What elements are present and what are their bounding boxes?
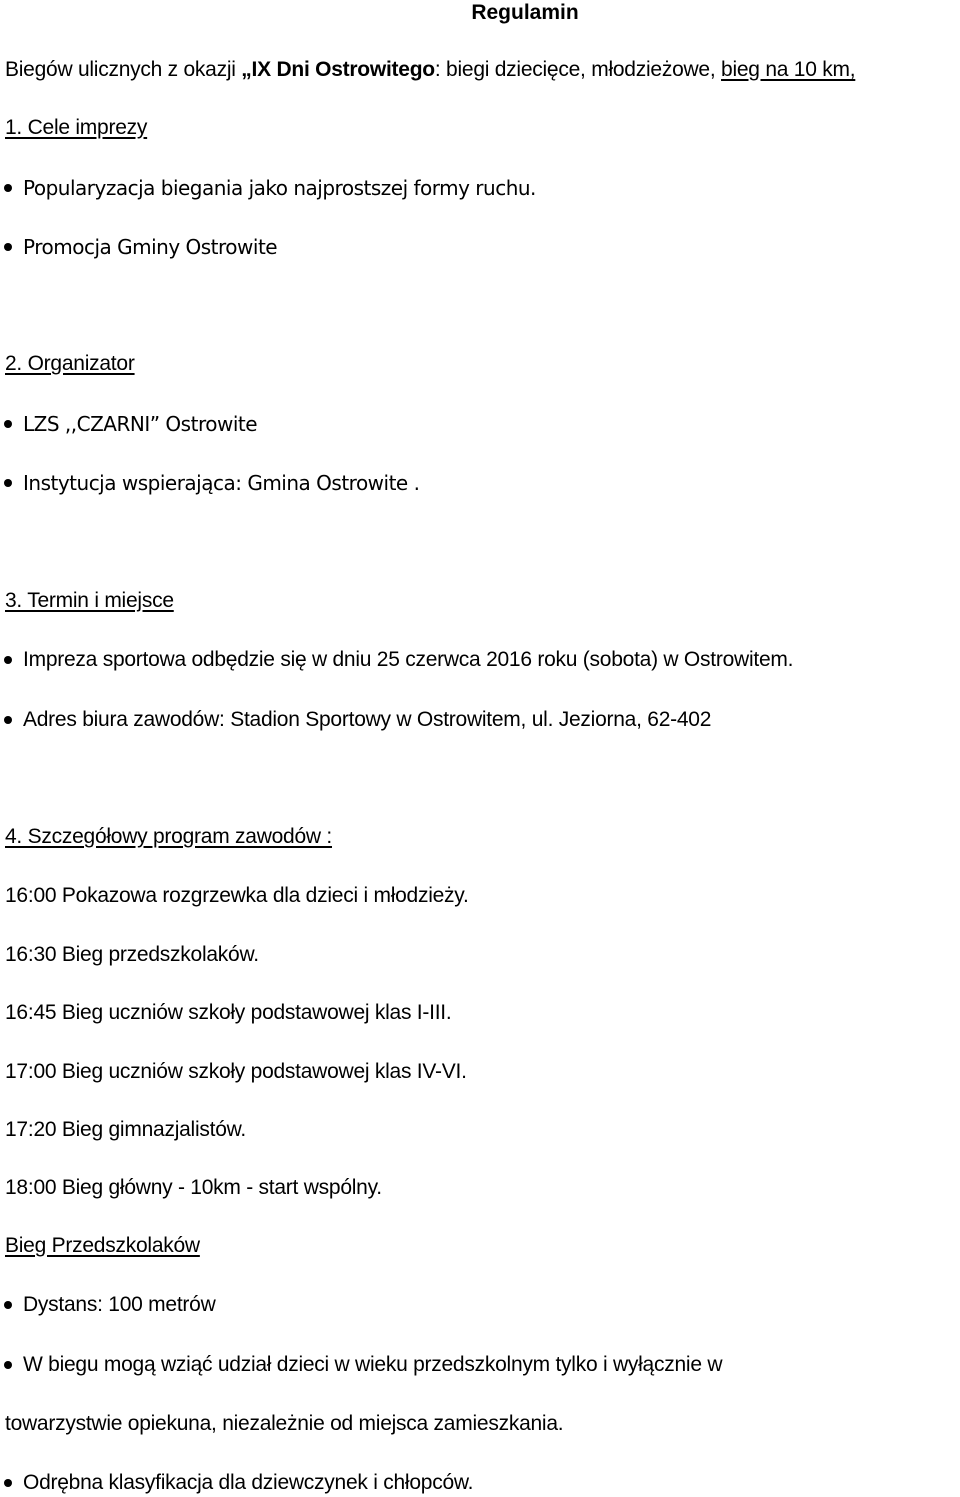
preschool-item-2-continuation: towarzystwie opiekuna, niezależnie od miejsca zamieszkania. <box>5 1412 564 1435</box>
section-2-item-1: LZS ,,CZARNI” Ostrowite <box>23 412 258 436</box>
bullet-icon <box>4 243 12 251</box>
schedule-item: 16:45 Bieg uczniów szkoły podstawowej klas I-III. <box>5 1001 452 1024</box>
section-1-item-1: Popularyzacja biegania jako najprostszej formy ruchu. <box>23 176 536 200</box>
bullet-icon <box>4 1301 12 1309</box>
section-1-heading: 1. Cele imprezy <box>5 116 148 139</box>
schedule-item: 17:00 Bieg uczniów szkoły podstawowej klas IV-VI. <box>5 1060 467 1083</box>
preschool-item-1: Dystans: 100 metrów <box>23 1293 216 1316</box>
bullet-icon <box>4 716 12 724</box>
schedule-item: 18:00 Bieg główny - 10km - start wspólny. <box>5 1176 382 1199</box>
schedule-item: 16:30 Bieg przedszkolaków. <box>5 943 259 966</box>
bullet-icon <box>4 656 12 664</box>
event-name: „IX Dni Ostrowitego <box>241 58 435 81</box>
bullet-icon <box>4 479 12 487</box>
preschool-heading: Bieg Przedszkolaków <box>5 1234 200 1257</box>
section-3-heading: 3. Termin i miejsce <box>5 589 174 612</box>
section-3-item-2: Adres biura zawodów: Stadion Sportowy w Ostrowitem, ul. Jeziorna, 62-402 <box>23 708 712 731</box>
schedule-item: 17:20 Bieg gimnazjalistów. <box>5 1118 246 1141</box>
bullet-icon <box>4 1361 12 1369</box>
preschool-item-3: Odrębna klasyfikacja dla dziewczynek i chłopców. <box>23 1471 474 1494</box>
bullet-icon <box>4 420 12 428</box>
intro-text: Biegów ulicznych z okazji <box>5 58 242 81</box>
section-1-item-2: Promocja Gminy Ostrowite <box>23 235 278 259</box>
section-2-heading <box>5 351 135 377</box>
section-3-item-1: Impreza sportowa odbędzie się w dniu 25 czerwca 2016 roku (sobota) w Ostrowitem. <box>23 648 794 671</box>
bullet-icon <box>4 1479 12 1487</box>
bullet-icon <box>4 184 12 192</box>
intro-mid: : biegi dziecięce, młodzieżowe, <box>434 58 722 81</box>
section-2-item-2: Instytucja wspierająca: Gmina Ostrowite . <box>23 471 420 495</box>
document-title: Regulamin <box>471 1 579 24</box>
section-2-heading-text: 2. Organizator <box>5 352 135 375</box>
intro-paragraph <box>5 57 855 83</box>
schedule-item: 16:00 Pokazowa rozgrzewka dla dzieci i młodzieży. <box>5 884 469 907</box>
intro-link-text: bieg na 10 km, <box>721 58 856 81</box>
section-4-heading: 4. Szczegółowy program zawodów : <box>5 825 332 848</box>
preschool-item-2: W biegu mogą wziąć udział dzieci w wieku przedszkolnym tylko i wyłącznie w <box>23 1353 723 1376</box>
